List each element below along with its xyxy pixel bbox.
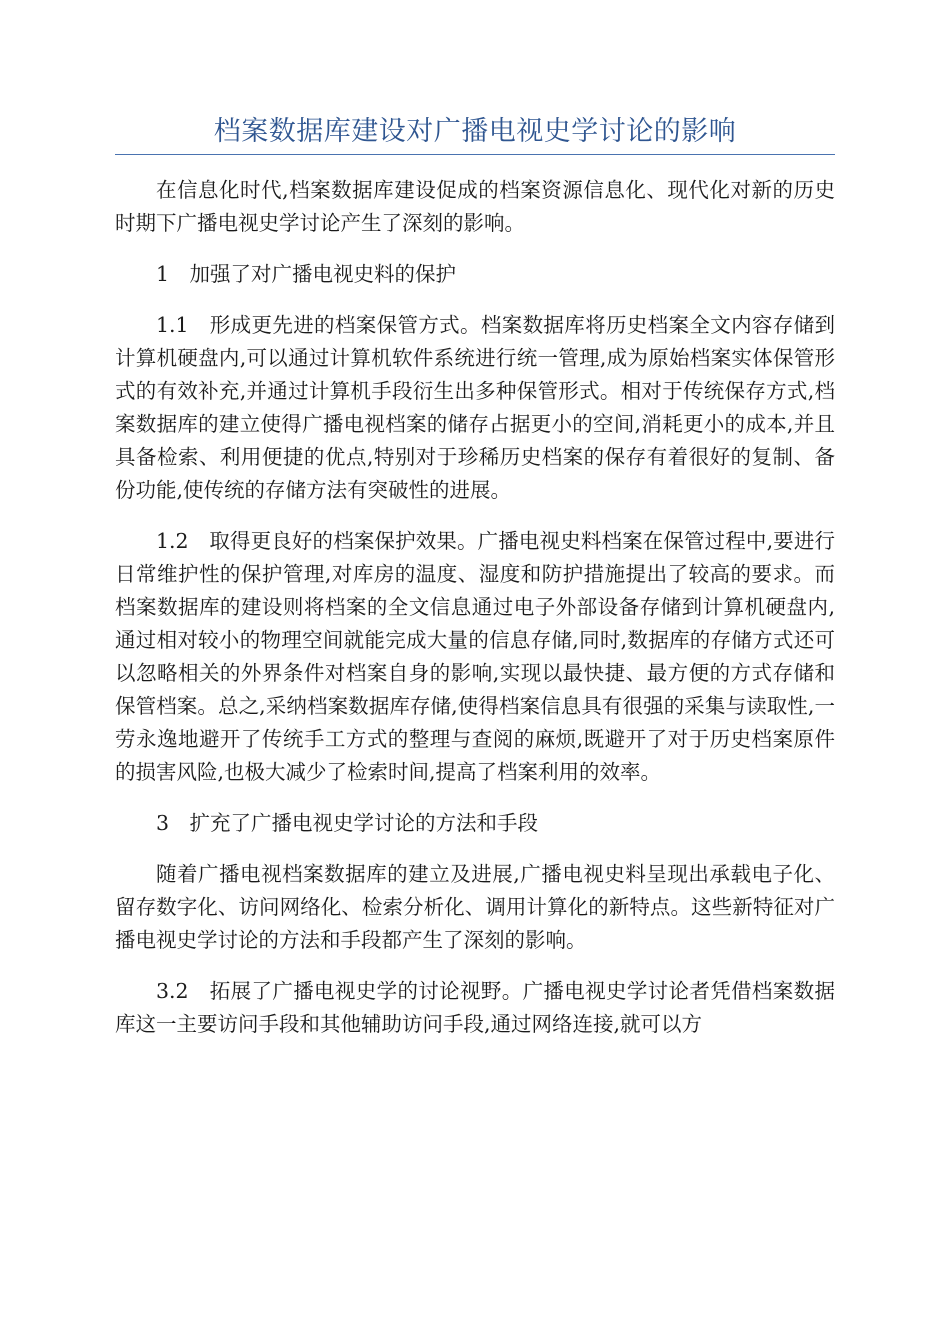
paragraph-3-intro: 随着广播电视档案数据库的建立及进展,广播电视史料呈现出承载电子化、留存数字化、访问网络化、检索分析化、调用计算化的新特点。这些新特征对广播电视史学讨论的方法和手段都产生了深刻的影响。 bbox=[115, 862, 835, 952]
title-underline bbox=[115, 154, 835, 155]
paragraph-3-2: 3.2 拓展了广播电视史学的讨论视野。广播电视史学讨论者凭借档案数据库这一主要访问手段和其他辅助访问手段,通过网络连接,就可以方 bbox=[115, 979, 835, 1036]
section-1-heading: 1 加强了对广播电视史料的保护 bbox=[156, 262, 457, 286]
paragraph-1-2: 1.2 取得更良好的档案保护效果。广播电视史料档案在保管过程中,要进行日常维护性的保护管理,对库房的温度、湿度和防护措施提出了较高的要求。而档案数据库的建设则将档案的全文信息通过电子外部设备存储到计算机硬盘内,通过相对较小的物理空间就能完成大量的信息存储,同时,数据库的存储方式还可以忽略相关的外界条件对档案自身的影响,实现以最快捷、最方便的方式存储和保管档案。总之,采纳档案数据库存储,使得档案信息具有很强的采集与读取性,一劳永逸地避开了传统手工方式的整理与查阅的麻烦,既避开了对于历史档案原件的损害风险,也极大减少了检索时间,提高了档案利用的效率。 bbox=[115, 529, 835, 784]
document-body bbox=[115, 174, 835, 1059]
section-3-heading: 3 扩充了广播电视史学讨论的方法和手段 bbox=[156, 811, 539, 835]
intro-paragraph: 在信息化时代,档案数据库建设促成的档案资源信息化、现代化对新的历史时期下广播电视史学讨论产生了深刻的影响。 bbox=[115, 178, 835, 235]
paragraph-1-1: 1.1 形成更先进的档案保管方式。档案数据库将历史档案全文内容存储到计算机硬盘内,可以通过计算机软件系统进行统一管理,成为原始档案实体保管形式的有效补充,并通过计算机手段衍生出多种保管形式。相对于传统保存方式,档案数据库的建立使得广播电视档案的储存占据更小的空间,消耗更小的成本,并且具备检索、利用便捷的优点,特别对于珍稀历史档案的保存有着很好的复制、备份功能,使传统的存储方法有突破性的进展。 bbox=[115, 313, 835, 502]
document-title: 档案数据库建设对广播电视史学讨论的影响 bbox=[213, 116, 737, 147]
